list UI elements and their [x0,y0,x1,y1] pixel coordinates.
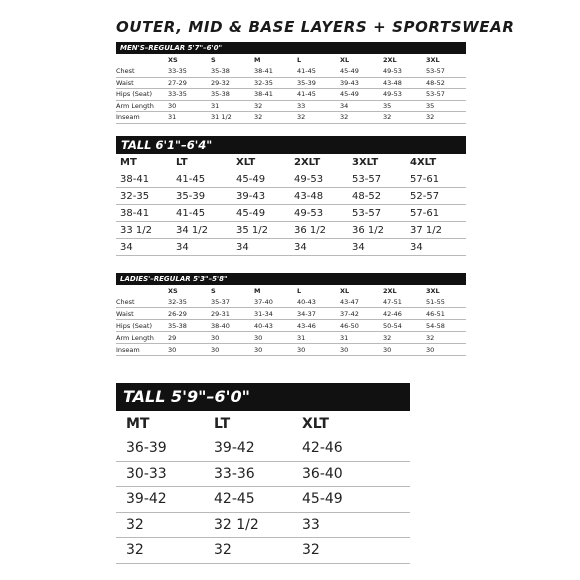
table-cell: 48-52 [352,188,410,205]
table-cell: 36-40 [302,461,410,487]
table-cell: 47-51 [383,296,426,308]
table-row [116,332,466,344]
mens-tall-size-chart [116,136,466,256]
column-header: S [211,286,216,295]
table-cell: 43-46 [297,320,340,332]
column-header: XL [340,56,350,64]
table-cell: 34 [410,239,466,256]
section-heading: MEN'S–REGULAR 5'7"–6'0" [116,42,466,54]
ladies-regular-size-chart [116,273,466,356]
table-cell: 34 [116,239,176,256]
column-header: L [297,56,302,64]
column-header: 2XLT [294,157,321,168]
section-heading: TALL 5'9"–6'0" [116,383,410,411]
table-cell: 38-40 [211,320,254,332]
column-header: LT [214,415,231,432]
table-cell: 38-41 [254,66,297,77]
table-cell: 35-39 [297,77,340,89]
table-cell: 53-57 [426,89,466,101]
column-header: 3XL [426,56,440,64]
table-cell: 31 1/2 [211,112,254,124]
table-row [116,222,466,239]
table-cell: 41-45 [176,205,236,222]
table-cell: 41-45 [297,89,340,101]
table-cell: 36 1/2 [294,222,352,239]
table-cell: 53-57 [426,66,466,77]
table-cell: 30 [211,332,254,344]
table-row [116,320,466,332]
table-cell: 34-37 [297,308,340,320]
table-cell: 35 [383,100,426,112]
table-row [116,112,466,124]
table-cell: 33 [302,512,410,538]
table-cell: Waist [116,308,168,320]
table-cell: Hips (Seat) [116,89,168,101]
table-cell: 32 [302,538,410,564]
table-cell: 32 [214,538,302,564]
table-cell: 42-45 [214,487,302,513]
table-cell: 32 [383,332,426,344]
table-cell: 34 [340,100,383,112]
table-row [116,89,466,101]
column-header: XS [168,286,178,295]
table-cell: 30 [340,344,383,356]
table-cell: 31 [211,100,254,112]
table-cell: Arm Length [116,332,168,344]
table-cell: 49-53 [294,205,352,222]
table-cell: Hips (Seat) [116,320,168,332]
table-cell: 38-41 [116,171,176,188]
table-cell: 32 [340,112,383,124]
table-cell: 30 [254,344,297,356]
table-cell: 30 [426,344,466,356]
table-cell: Chest [116,296,168,308]
table-cell: 37-40 [254,296,297,308]
table-cell: 34 [352,239,410,256]
table-cell: 42-46 [383,308,426,320]
column-header: 3XL [426,286,440,295]
table-cell: 39-42 [116,487,214,513]
table-cell: 50-54 [383,320,426,332]
column-header: M [254,286,261,295]
table-cell: 52-57 [410,188,466,205]
column-header: XLT [302,415,329,432]
table-cell: 33 [297,100,340,112]
table-cell: 33-36 [214,461,302,487]
table-cell: 45-49 [236,171,294,188]
table-cell: 30 [211,344,254,356]
table-cell: 38-41 [116,205,176,222]
column-header-row [116,411,410,436]
table-cell: 33-35 [168,89,211,101]
table-cell: 34 1/2 [176,222,236,239]
section-heading: LADIES'–REGULAR 5'3"–5'8" [116,273,466,285]
table-cell: 40-43 [254,320,297,332]
table-cell: 49-53 [383,66,426,77]
size-table [116,154,466,256]
table-cell: 30 [254,332,297,344]
table-cell: 35-38 [211,66,254,77]
table-cell: 45-49 [340,89,383,101]
table-cell: 27-29 [168,77,211,89]
table-cell: 51-55 [426,296,466,308]
table-cell: 32 [116,538,214,564]
column-header: M [254,56,261,64]
table-cell: 32 [116,512,214,538]
table-cell: 35-38 [168,320,211,332]
table-row [116,239,466,256]
column-header-row [116,54,466,66]
mens-regular-size-chart [116,42,466,124]
table-cell: 30 [297,344,340,356]
table-cell: 38-41 [254,89,297,101]
column-header: 4XLT [410,157,437,168]
table-cell: 30-33 [116,461,214,487]
table-cell: 41-45 [297,66,340,77]
table-row [116,487,410,513]
table-cell: 39-43 [236,188,294,205]
table-cell: 43-48 [294,188,352,205]
table-cell: 41-45 [176,171,236,188]
column-header: XS [168,56,178,64]
table-cell: 43-48 [383,77,426,89]
table-cell: 29-32 [211,77,254,89]
table-row [116,344,466,356]
column-header: 2XL [383,56,397,64]
table-row [116,436,410,461]
table-cell: Waist [116,77,168,89]
table-cell: 30 [168,344,211,356]
table-row [116,461,410,487]
table-cell: 32 [383,112,426,124]
table-cell: 32 [426,112,466,124]
column-header: XLT [236,157,256,168]
table-cell: 31-34 [254,308,297,320]
table-cell: 37 1/2 [410,222,466,239]
column-header: L [297,286,302,295]
table-cell: 54-58 [426,320,466,332]
table-cell: Inseam [116,344,168,356]
table-cell: 57-61 [410,171,466,188]
table-cell: 29 [168,332,211,344]
table-cell: 29-31 [211,308,254,320]
column-header [116,285,168,296]
table-cell: 32 1/2 [214,512,302,538]
table-cell: 36-39 [116,436,214,461]
size-table [116,285,466,356]
column-header: 2XL [383,286,397,295]
column-header: MT [120,157,137,168]
table-cell: Arm Length [116,100,168,112]
section-heading: TALL 6'1"–6'4" [116,136,466,154]
table-cell: 26-29 [168,308,211,320]
table-row [116,538,410,564]
table-cell: 57-61 [410,205,466,222]
size-table [116,411,410,564]
table-cell: 36 1/2 [352,222,410,239]
size-table [116,54,466,124]
table-cell: 32-35 [168,296,211,308]
table-cell: 35-39 [176,188,236,205]
table-cell: 34 [236,239,294,256]
table-cell: 37-42 [340,308,383,320]
table-row [116,66,466,77]
page-title: OUTER, MID & BASE LAYERS + SPORTSWEAR [116,18,515,36]
table-cell: 31 [297,332,340,344]
table-cell: 39-42 [214,436,302,461]
table-cell: 35 1/2 [236,222,294,239]
table-cell: 45-49 [340,66,383,77]
table-cell: 53-57 [352,171,410,188]
table-cell: Inseam [116,112,168,124]
table-cell: 31 [340,332,383,344]
table-cell: 49-53 [294,171,352,188]
table-cell: 33-35 [168,66,211,77]
column-header: S [211,56,216,64]
table-cell: 39-43 [340,77,383,89]
column-header-row [116,154,466,171]
table-cell: 34 [294,239,352,256]
table-cell: 33 1/2 [116,222,176,239]
table-cell: 40-43 [297,296,340,308]
table-cell: 45-49 [302,487,410,513]
table-cell: 32 [297,112,340,124]
column-header-row [116,285,466,296]
table-cell: 43-47 [340,296,383,308]
column-header: LT [176,157,188,168]
table-cell: 32 [426,332,466,344]
table-cell: 30 [168,100,211,112]
table-cell: 46-50 [340,320,383,332]
table-cell: 46-51 [426,308,466,320]
table-row [116,100,466,112]
column-header [116,54,168,66]
table-cell: 32 [254,100,297,112]
table-cell: 32 [254,112,297,124]
table-cell: 35 [426,100,466,112]
column-header: XL [340,286,350,295]
table-cell: Chest [116,66,168,77]
table-cell: 30 [383,344,426,356]
table-cell: 42-46 [302,436,410,461]
column-header: MT [126,415,150,432]
table-row [116,188,466,205]
table-cell: 49-53 [383,89,426,101]
table-cell: 35-37 [211,296,254,308]
table-cell: 31 [168,112,211,124]
table-row [116,512,410,538]
table-cell: 48-52 [426,77,466,89]
table-row [116,296,466,308]
table-row [116,308,466,320]
table-cell: 32-35 [116,188,176,205]
table-cell: 53-57 [352,205,410,222]
table-cell: 45-49 [236,205,294,222]
table-row [116,205,466,222]
table-row [116,171,466,188]
column-header: 3XLT [352,157,379,168]
table-cell: 35-38 [211,89,254,101]
table-cell: 34 [176,239,236,256]
table-cell: 32-35 [254,77,297,89]
table-row [116,77,466,89]
ladies-tall-size-chart [116,383,410,564]
